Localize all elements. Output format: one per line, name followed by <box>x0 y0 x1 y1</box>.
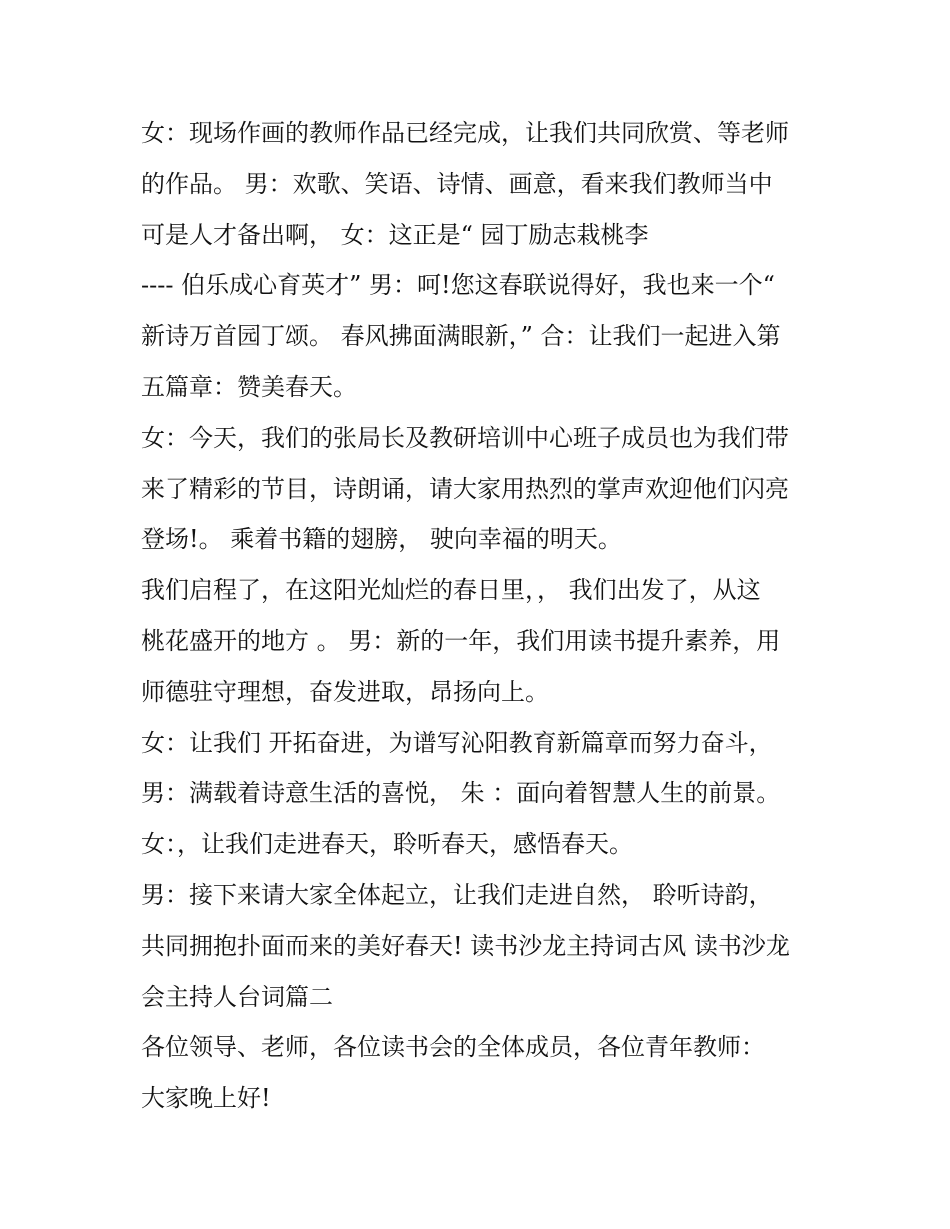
text-line: 新诗万首园丁颂。 春风拂面满眼新，” 合：让我们一起进入第 <box>141 322 781 351</box>
text-line: 可是人才备出啊， 女：这正是“ 园丁励志栽桃李 <box>141 220 649 249</box>
text-line: 各位领导、老师，各位读书会的全体成员，各位青年教师： <box>141 1033 765 1062</box>
text-line: 师德驻守理想，奋发进取，昂扬向上。 <box>141 677 549 706</box>
text-line: 男：满载着诗意生活的喜悦， 朱 ：面向着智慧人生的前景。 <box>141 779 781 808</box>
text-line: 的作品。 男：欢歌、笑语、诗情、画意，看来我们教师当中 <box>141 169 773 198</box>
text-line: 共同拥抱扑面而来的美好春天! 读书沙龙主持词古风 读书沙龙 <box>141 931 790 960</box>
text-line: 大家晚上好! <box>141 1084 271 1113</box>
text-line: 女：现场作画的教师作品已经完成，让我们共同欣赏、等老师 <box>141 119 789 147</box>
text-line: 桃花盛开的地方 。 男：新的一年，我们用读书提升素养，用 <box>141 626 781 655</box>
text-line: 女：今天，我们的张局长及教研培训中心班子成员也为我们带 <box>141 423 789 452</box>
text-line: 女：让我们 开拓奋进，为谱写沁阳教育新篇章而努力奋斗， <box>141 728 773 757</box>
text-line: 男：接下来请大家全体起立，让我们走进自然， 聆听诗韵， <box>141 880 773 909</box>
text-line: 会主持人台词篇二 <box>141 982 333 1011</box>
document-body <box>141 108 821 1124</box>
text-line: 我们启程了，在这阳光灿烂的春日里，， 我们出发了，从这 <box>141 576 761 605</box>
text-line: 来了精彩的节目，诗朗诵，请大家用热烈的掌声欢迎他们闪亮 <box>141 474 789 503</box>
text-line: 五篇章：赞美春天。 <box>141 372 357 401</box>
text-line: ---- 伯乐成心育英才” 男：呵!您这春联说得好，我也来一个“ <box>141 271 775 300</box>
text-line: 登场!。 乘着书籍的翅膀， 驶向幸福的明天。 <box>141 525 622 554</box>
text-line: 女：，让我们走进春天，聆听春天，感悟春天。 <box>141 830 633 859</box>
